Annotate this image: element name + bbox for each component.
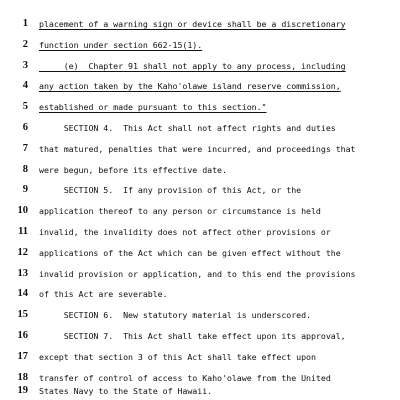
line-text: invalid, the invalidity does not affect other provisions or [39,227,331,237]
line-number: 18 [17,371,28,383]
line-text: any action taken by the Kaho'olawe island reserve commission, [39,81,341,92]
line-number: 11 [18,226,28,237]
line-number: 10 [17,205,28,217]
document-line [0,306,400,324]
line-text: of this Act are severable. [39,289,168,300]
line-number: 15 [17,309,28,321]
line-number: 2 [22,38,28,50]
line-number: 1 [22,18,28,29]
document-line [0,285,400,303]
line-number: 5 [22,101,28,113]
line-text: States Navy to the State of Hawaii. [39,386,213,396]
line-text: invalid provision or application, and to this end the provisions [39,268,356,279]
line-text: SECTION 6. New statutory material is underscored. [39,310,311,321]
document-line [0,57,400,75]
document-line [0,181,400,199]
document-line [0,202,400,220]
document-line [0,265,400,283]
line-text: SECTION 4. This Act shall not affect rights and duties [39,123,336,133]
line-text: except that section 3 of this Act shall take effect upon [39,351,316,362]
line-text: placement of a warning sign or device shall be a discretionary [39,19,346,29]
line-number: 16 [17,330,28,341]
document-line [0,348,400,366]
document-line [0,244,400,262]
line-text: function under section 662-15(1). [39,39,203,50]
line-number: 17 [17,350,28,362]
document-line [0,77,400,95]
line-text: that matured, penalties that were incurred, and proceedings that [39,143,356,154]
line-text: applications of the Act which can be given effect without the [39,247,341,258]
document-line [0,327,400,345]
line-number: 14 [17,288,28,300]
document-line [0,15,400,33]
line-text: were begun, before its effective date. [39,164,227,175]
line-text: (e) Chapter 91 shall not apply to any process, including [39,60,346,71]
line-text: application thereof to any person or circumstance is held [39,206,321,217]
document-line [0,382,400,400]
line-text: SECTION 7. This Act shall take effect upon its approval, [39,331,346,341]
line-number: 3 [22,59,28,71]
line-text: transfer of control of access to Kaho'olawe from the United [39,372,331,383]
line-number: 4 [22,80,28,92]
line-number: 9 [22,184,28,196]
document-line [0,140,400,158]
line-number: 12 [17,246,28,258]
document-line [0,119,400,137]
document-line [0,223,400,241]
line-number: 13 [17,267,28,279]
document-line [0,161,400,179]
line-number: 8 [22,163,28,175]
line-text: established or made pursuant to this section." [39,102,267,113]
line-number: 19 [17,385,28,396]
document-line [0,36,400,54]
document-line [0,98,400,116]
line-text: SECTION 5. If any provision of this Act, or the [39,185,302,196]
line-number: 7 [22,142,28,154]
line-number: 6 [22,122,28,133]
